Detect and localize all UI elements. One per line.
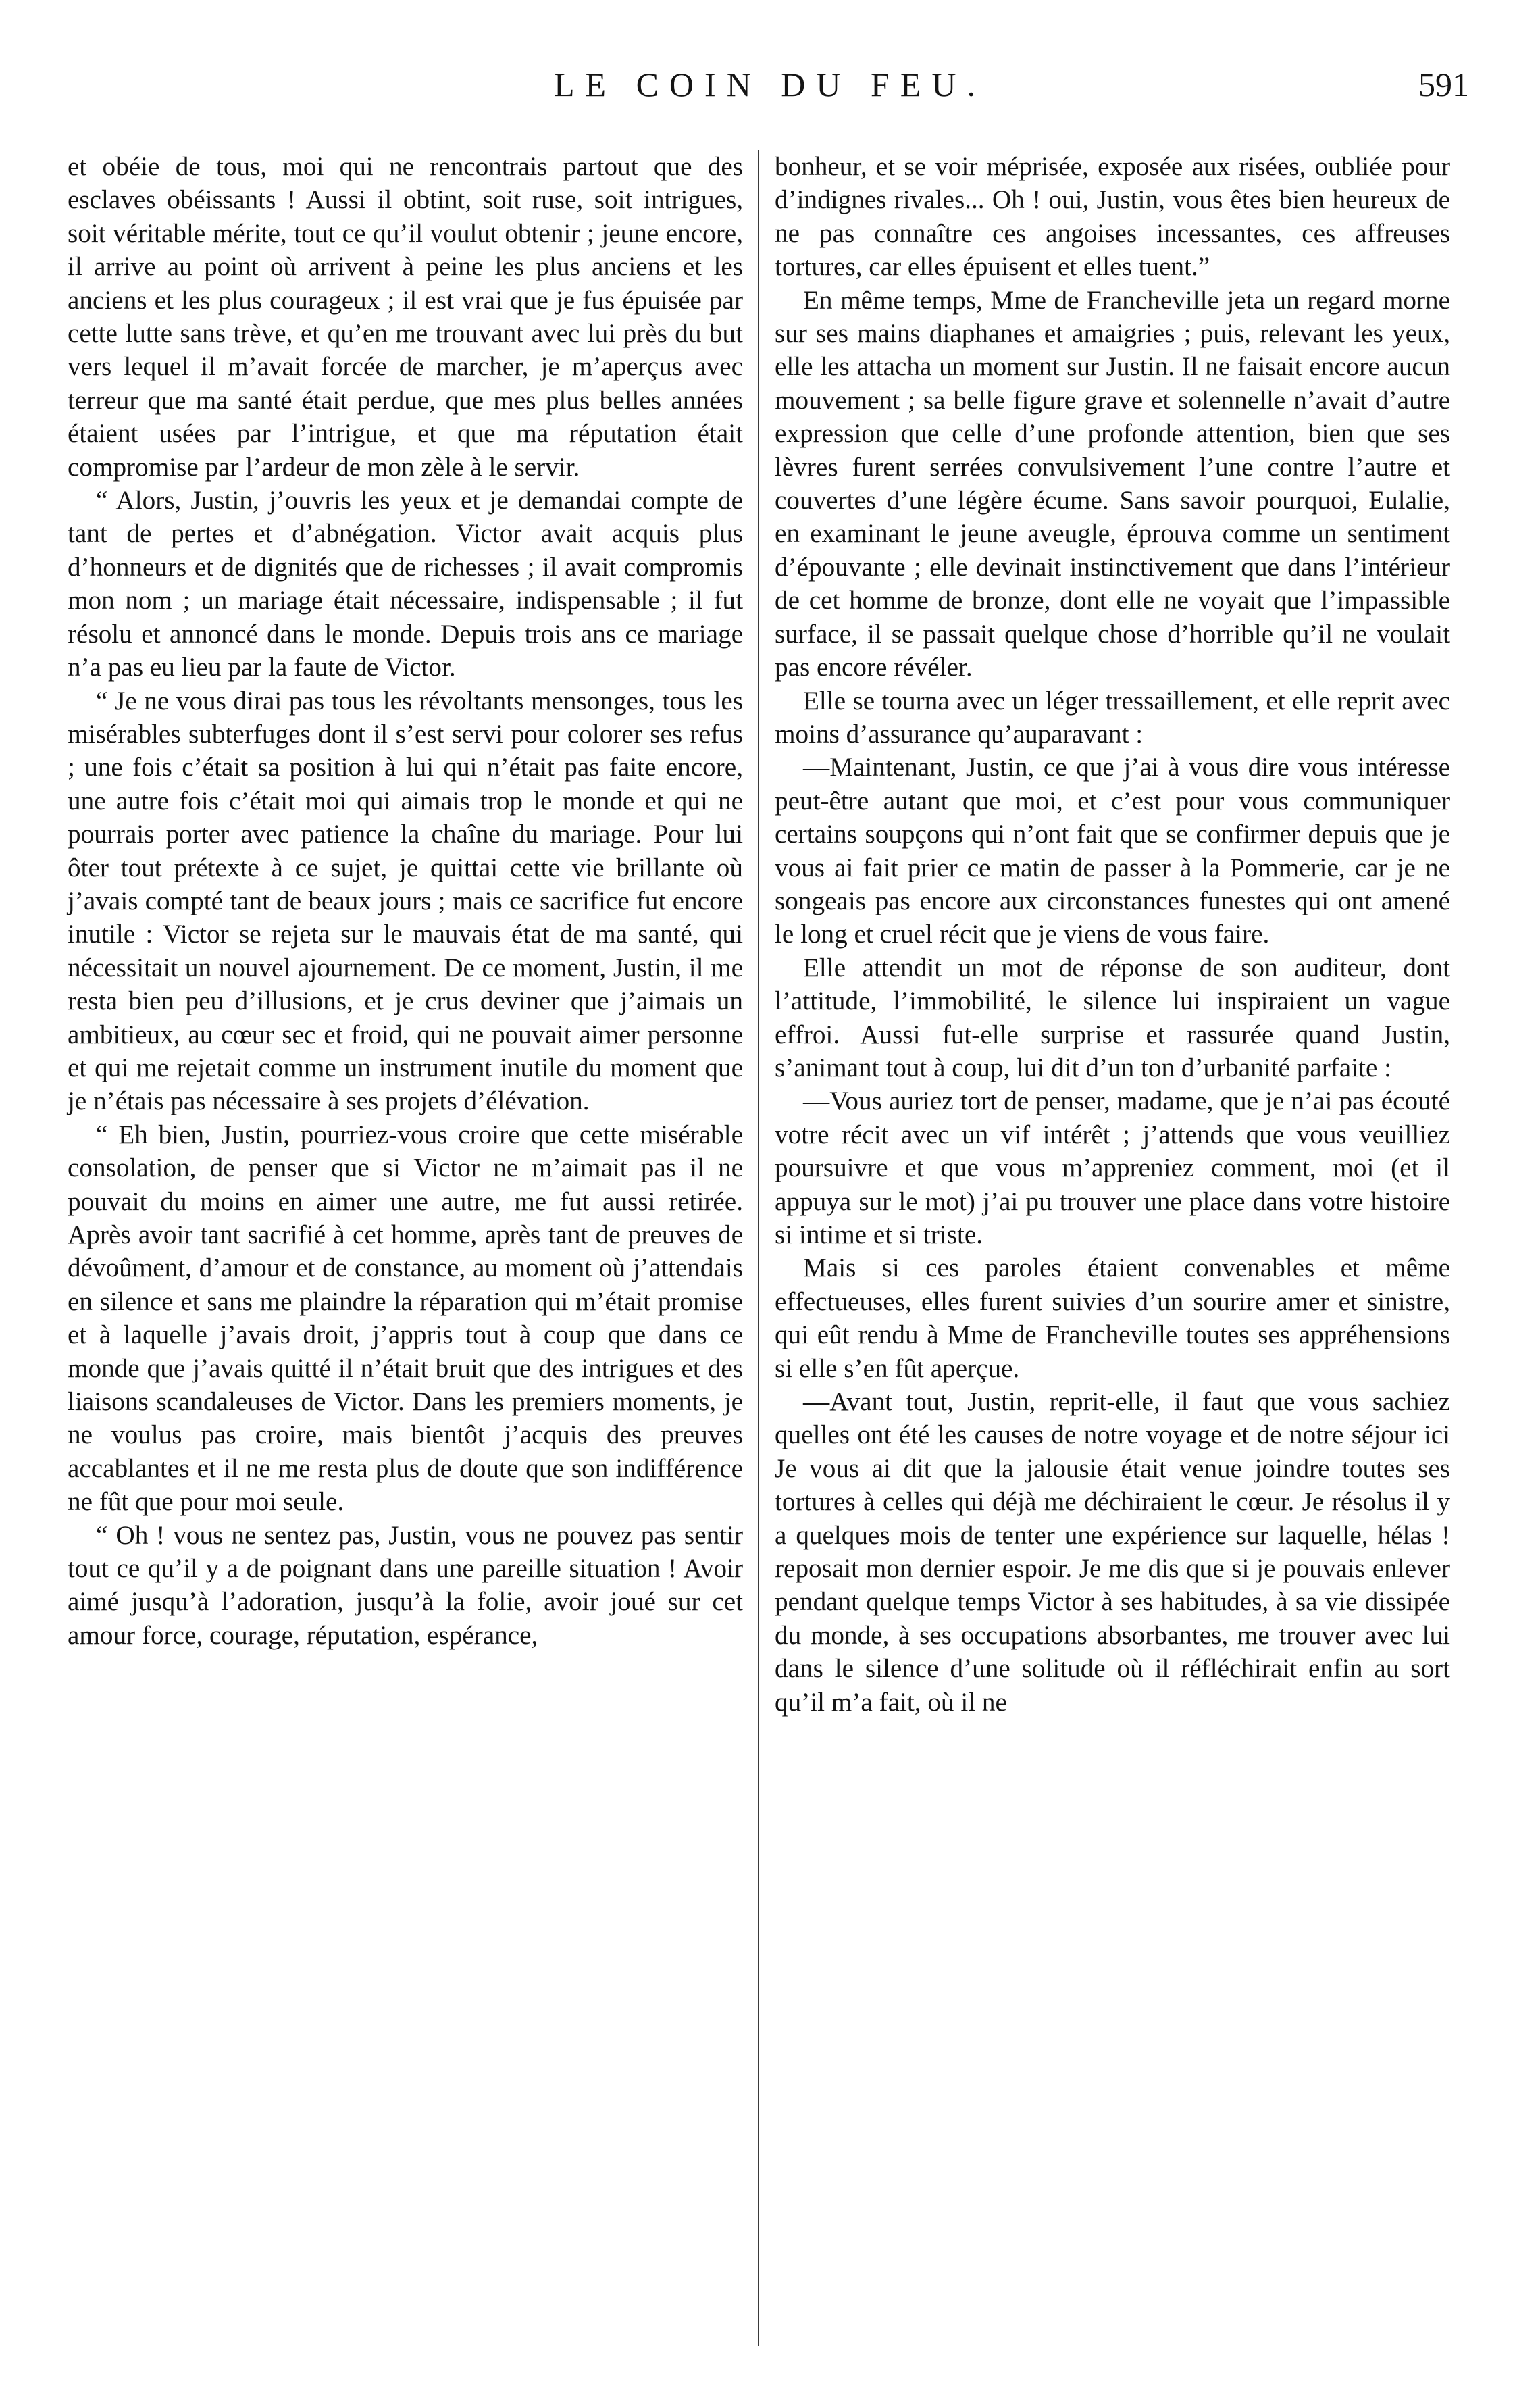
column-divider — [758, 150, 759, 2346]
running-title: LE COIN DU FEU. — [554, 66, 986, 103]
running-head — [0, 65, 1540, 119]
paragraph: “ Alors, Justin, j’ouvris les yeux et je demandai compte de tant de pertes et d’abnégation. Victor avait acquis plus d’honneurs et de dignités que de richesses ; il avait compromis mon nom ; un mariage était nécessaire, indispensable ; il fut résolu et annoncé dans le monde. Depuis trois ans ce mariage n’a pas eu lieu par la faute de Victor. — [68, 486, 743, 682]
paragraph: bonheur, et se voir méprisée, exposée aux risées, oubliée pour d’indignes rivales... Oh ! oui, Justin, vous êtes bien heureux de ne pas connaître ces angoises incessantes, ces affreuses tortures, car elles épuisent et elles tuent.” — [775, 152, 1450, 282]
paragraph: —Avant tout, Justin, reprit-elle, il faut que vous sachiez quelles ont été les causes de notre voyage et de notre séjour ici Je vous ai dit que la jalousie était venue joindre toutes ses tortures à celles qui déjà me déchiraient le cœur. Je résolus il y a quelques mois de tenter une expérience sur laquelle, hélas ! reposait mon dernier espoir. Je me dis que si je pouvais enlever pendant quelque temps Victor à ses habitudes, à sa vie dissipée du monde, à ses occupations absorbantes, me trouver avec lui dans le silence d’une solitude où il réfléchirait enfin au sort qu’il m’a fait, où il ne — [775, 1387, 1450, 1717]
paragraph: “ Je ne vous dirai pas tous les révoltants mensonges, tous les misérables subterfuges dont il s’est servi pour colorer ses refus ; une fois c’était sa position à lui qui n’était pas faite encore, une autre fois c’était moi qui aimais trop le monde et qui ne pourrais porter avec patience la chaîne du mariage. Pour lui ôter tout prétexte à ce sujet, je quittai cette vie brillante où j’avais compté tant de beaux jours ; mais ce sacrifice fut encore inutile : Victor se rejeta sur le mauvais état de ma santé, qui nécessitait un nouvel ajournement. De ce moment, Justin, il me resta bien peu d’illusions, et je crus deviner que j’aimais un ambitieux, au cœur sec et froid, qui ne pouvait aimer personne et qui me rejetait comme un instrument inutile du moment que je n’étais pas nécessaire à ses projets d’élévation. — [68, 686, 743, 1116]
paragraph: —Vous auriez tort de penser, madame, que je n’ai pas écouté votre récit avec un vif intérêt ; j’attends que vous veuilliez poursuivre et que vous m’appreniez comment, moi (et il appuya sur le mot) j’ai pu trouver une place dans votre histoire si intime et si triste. — [775, 1086, 1450, 1249]
paragraph: Elle se tourna avec un léger tressaillement, et elle reprit avec moins d’assurance qu’auparavant : — [775, 686, 1450, 749]
left-column — [68, 150, 743, 2400]
paragraph: Elle attendit un mot de réponse de son auditeur, dont l’attitude, l’immobilité, le silence lui inspiraient un vague effroi. Aussi fut-elle surprise et rassurée quand Justin, s’animant tout à coup, lui dit d’un ton d’urbanité parfaite : — [775, 953, 1450, 1082]
paragraph: En même temps, Mme de Francheville jeta un regard morne sur ses mains diaphanes et amaigries ; puis, relevant les yeux, elle les attacha un moment sur Justin. Il ne faisait encore aucun mouvement ; sa belle figure grave et solennelle n’avait d’autre expression que celle d’une profonde attention, bien que ses lèvres furent serrées convulsivement l’une contre l’autre et couvertes d’une légère écume. Sans savoir pourquoi, Eulalie, en examinant le jeune aveugle, éprouva comme un sentiment d’épouvante ; elle devinait instinctivement que dans l’intérieur de cet homme de bronze, dont elle ne voyait que l’impassible surface, il se passait quelque chose d’horrible qu’il ne voulait pas encore révéler. — [775, 285, 1450, 682]
paragraph: “ Oh ! vous ne sentez pas, Justin, vous ne pouvez pas sentir tout ce qu’il y a de poignant dans une pareille situation ! Avoir aimé jusqu’à l’adoration, jusqu’à la folie, avoir joué sur cet amour force, courage, réputation, espérance, — [68, 1520, 743, 1650]
paragraph: Mais si ces paroles étaient convenables et même effectueuses, elles furent suivies d’un sourire amer et sinistre, qui eût rendu à Mme de Francheville toutes ses appréhensions si elle s’en fût aperçue. — [775, 1253, 1450, 1383]
paragraph: “ Eh bien, Justin, pourriez-vous croire que cette misérable consolation, de penser que si Victor ne m’aimait pas il ne pouvait du moins en aimer une autre, me fut aussi retirée. Après avoir tant sacrifié à cet homme, après tant de preuves de dévoûment, d’amour et de constance, au moment où j’attendais en silence et sans me plaindre la réparation qui m’était promise et à laquelle j’avais droit, j’appris tout à coup que dans ce monde que j’avais quitté il n’était bruit que des intrigues et des liaisons scandaleuses de Victor. Dans les premiers moments, je ne voulus pas croire, mais bientôt j’acquis des preuves accablantes et il ne me resta plus de doute que son indifférence ne fût que pour moi seule. — [68, 1120, 743, 1517]
right-column — [775, 150, 1450, 2400]
page-number: 591 — [1418, 66, 1469, 103]
paragraph: —Maintenant, Justin, ce que j’ai à vous dire vous intéresse peut-être autant que moi, et c’est pour vous communiquer certains soupçons qui n’ont fait que se confirmer depuis que je vous ai fait prier ce matin de passer à la Pommerie, car je ne songeais pas encore aux circonstances funestes qui ont amené le long et cruel récit que je viens de vous faire. — [775, 753, 1450, 949]
paragraph: et obéie de tous, moi qui ne rencontrais partout que des esclaves obéissants ! Aussi il obtint, soit ruse, soit intrigues, soit véritable mérite, tout ce qu’il voulut obtenir ; jeune encore, il arrive au point où arrivent à peine les plus anciens et les anciens et les plus courageux ; il est vrai que je fus épuisée par cette lutte sans trève, et qu’en me trouvant avec lui près du but vers lequel il m’avait forcée de marcher, je m’aperçus avec terreur que ma santé était perdue, que mes plus belles années étaient usées par l’intrigue, et que ma réputation était compromise par l’ardeur de mon zèle à le servir. — [68, 152, 743, 482]
